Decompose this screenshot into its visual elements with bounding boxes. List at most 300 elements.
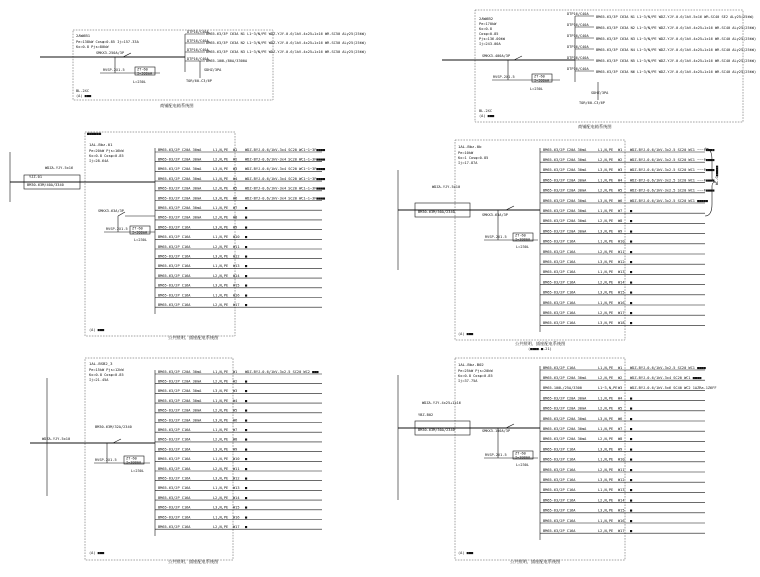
circuit-number: W16 xyxy=(618,300,625,305)
circuit-breaker: BM65-63/2P C16A xyxy=(543,529,576,533)
circuit-number: W13 xyxy=(618,488,625,493)
circuit-phase: L1,N,PE xyxy=(598,178,614,183)
meter-current: I=300mA xyxy=(534,78,550,83)
circuit-breaker: BM65-63/2P C20A 30mA xyxy=(158,206,202,210)
circuit-phase: L2,N,PE xyxy=(213,408,229,413)
circuit-breaker: BM65-63/2P C20A 30mA xyxy=(543,229,587,234)
circuit-breaker: BM65-63/2P C20A 30mA xyxy=(543,198,587,203)
circuit-number: W1 xyxy=(618,365,623,370)
panel-id-label: BL-2XC xyxy=(76,89,89,93)
circuit-breaker: BM65-63/2P C16A xyxy=(158,447,191,452)
panel-param: Pe=25kW Pjs=20kW xyxy=(458,369,493,373)
circuit-breaker: BM65-63/2P C16A xyxy=(543,239,576,244)
circuit-breaker: BM65-63/2P C20A 30mA xyxy=(543,178,587,183)
circuit-breaker: BM65-63/2P C16A xyxy=(543,260,576,264)
circuit-cable: ■ xyxy=(245,254,248,259)
panel-param: Ij=17.87A xyxy=(458,161,478,165)
circuit-phase: L3,N,PE xyxy=(213,196,229,201)
panel-title: 2AW6B2 xyxy=(479,16,494,21)
circuit-phase: L3,N,PE xyxy=(213,225,229,230)
circuit-breaker: BM65-63/2P C16A xyxy=(543,365,576,370)
panel-param: Kx=0.8 Cosφ=0.85 xyxy=(89,154,124,158)
circuit-number: W17 xyxy=(618,529,625,533)
circuit-phase: L1,N,PE xyxy=(213,457,229,462)
spd-label: RVSP-2X1.5 xyxy=(485,235,507,239)
panel-param: Pe=138kW Cosφ=0.85 Ij=157.33A xyxy=(76,40,139,44)
circuit-breaker: BM65-63/2P C16A xyxy=(158,428,191,432)
circuit-cable: ■ xyxy=(245,244,248,249)
circuit-number: W10 xyxy=(618,239,625,244)
circuit-number: W18 xyxy=(618,321,625,326)
circuit-cable: ■ xyxy=(630,249,633,254)
circuit-cable: ■ xyxy=(245,428,248,432)
circuit-breaker: BM65-63/2P C20A 30mA xyxy=(158,369,202,374)
circuit-cable: ■ xyxy=(630,498,633,503)
circuit-breaker: BM65-63/2P C16A xyxy=(158,476,191,481)
circuit-number: W4 xyxy=(233,176,238,181)
sub-note: SDHZ/3PA xyxy=(591,91,609,95)
circuit-phase: L1,N,PE xyxy=(213,206,229,210)
circuit-cable: ■ xyxy=(245,495,248,500)
circuit-breaker: BM65-63/2P C20A 30mA xyxy=(543,376,587,380)
circuit-number: W1 xyxy=(233,147,238,152)
meter-note: L=230L xyxy=(133,80,146,84)
circuit-breaker: BM65-100L/25A/3300 xyxy=(543,386,582,391)
panel-param: Kx=1 Cosφ=0.85 xyxy=(458,156,489,160)
circuit-breaker: BM65-63/2P C16A xyxy=(158,505,191,510)
meter-current: I=300mA xyxy=(132,230,148,235)
circuit-phase: L1,N,PE xyxy=(598,518,614,523)
circuit-breaker: BM65-63/2P C20A 30mA xyxy=(543,396,587,401)
circuit-cable: ■ xyxy=(245,293,248,298)
circuit-cable: WDZ-BYJ-0.6/1kV-3x4 SC20 WC1~1~3F■■■■ xyxy=(245,186,326,191)
circuit-number: W8 xyxy=(618,437,623,442)
circuit-number: W11 xyxy=(233,466,240,471)
meter-model: ZT-60 xyxy=(515,233,526,238)
circuit-number: W9 xyxy=(233,447,238,452)
circuit-cable: ■ xyxy=(630,270,633,275)
circuit-number: W16 xyxy=(618,518,625,523)
circuit-number: W2 xyxy=(233,379,238,384)
circuit-cable: ■ xyxy=(245,283,248,288)
circuit-cable: ■ xyxy=(245,379,248,384)
circuit-phase: L2,N,PE xyxy=(213,525,229,529)
circuit-phase: L1,N,PE xyxy=(213,428,229,432)
circuit-phase: L2,N,PE xyxy=(598,498,614,503)
circuit-cable: ■ xyxy=(245,303,248,307)
circuit-cable: WDZ-BYJ-0.6/1kV-3x4 SC20 WC1~1~3F■■■■ xyxy=(245,147,326,152)
circuit-breaker: BM65-63/2P C16A xyxy=(158,466,191,471)
circuit-phase: L1~3,N,PE xyxy=(598,386,618,391)
circuit-cable: ■ xyxy=(630,427,633,431)
circuit-phase: L3,N,PE xyxy=(598,447,614,452)
incoming-breaker: BM30-63M/40A/3340 xyxy=(27,183,64,187)
circuit-number: W7 xyxy=(233,428,238,432)
circuit-cable: WDZ-BYJ-0.6/1kV-3x4 SC20 WC1~1~3F■■■■ xyxy=(245,196,326,201)
spare-label: (A) ■■■ xyxy=(479,114,495,118)
circuit-breaker: DTP16/C40A xyxy=(567,67,589,71)
meter-current: I=300mA xyxy=(126,460,142,465)
circuit-number: W12 xyxy=(233,254,240,259)
circuit-phase: L3,N,PE xyxy=(213,254,229,259)
circuit-cable: ■ xyxy=(630,321,633,326)
circuit-cable: ■ xyxy=(630,508,633,513)
circuit-cable: ■ xyxy=(630,478,633,482)
circuit-phase: L3,N,PE xyxy=(598,508,614,513)
circuit-phase: L3,N,PE xyxy=(213,476,229,481)
circuit-breaker: DTP16/C40A xyxy=(187,48,209,52)
circuit-number: W9 xyxy=(618,229,623,234)
circuit-breaker: BM65-63/2P C16A xyxy=(543,311,576,315)
panel-param: Kx=0.8 Cosφ=0.85 xyxy=(89,373,124,377)
panel-param: Pe=15kW Pjs=12kW xyxy=(89,368,124,372)
circuit-desc: BM65-63/3P C63A N2 L1~3/N/PE WDZ-YJY-0.6/1kV-4x25+1x16 WR-SC40 ALy25(25kW) xyxy=(596,26,757,30)
incoming-breaker: BM30-63M/50A/2340 xyxy=(418,428,455,432)
spare-label: (A) ■■■ xyxy=(76,94,92,98)
circuit-cable: ■ xyxy=(630,529,633,533)
panel-param: Kx=0.8 xyxy=(479,27,492,31)
circuit-phase: L3,N,PE xyxy=(598,229,614,234)
circuit-breaker: BM65-63/2P C16A xyxy=(158,303,191,307)
circuit-number: W13 xyxy=(618,270,625,275)
panel-title: 1AL-Bbz-01 xyxy=(89,142,113,147)
meter-note: L=230L xyxy=(516,463,529,467)
circuit-number: W10 xyxy=(233,235,240,240)
circuit-number: W1 xyxy=(233,369,238,374)
circuit-breaker: BM65-63/2P C16A xyxy=(543,290,576,295)
circuit-number: W5 xyxy=(233,186,238,191)
circuit-cable: WDZ-BYJ-0.6/1kV-3x4 SC20 WC1~1~3F■■■■ xyxy=(245,157,326,162)
circuit-number: W2 xyxy=(618,158,623,162)
circuit-phase: L1,N,PE xyxy=(213,293,229,298)
circuit-breaker: BM65-63/2P C16A xyxy=(158,264,191,269)
feeder-cable: WDZA-YJY-5x10 xyxy=(432,185,461,189)
meter-note: L=230L xyxy=(516,245,529,249)
circuit-phase: L3,N,PE xyxy=(213,418,229,423)
circuit-cable: ■ xyxy=(245,525,248,529)
circuit-phase: L1,N,PE xyxy=(213,486,229,491)
circuit-number: W13 xyxy=(233,264,240,269)
panel-title: 1AL-BSB2_3 xyxy=(89,361,113,366)
circuit-breaker: BM65-63/2P C20A 30mA xyxy=(158,418,202,423)
circuit-number: W4 xyxy=(233,398,238,403)
panel-title: 2AW6B1 xyxy=(76,33,91,38)
circuit-phase: L3,N,PE xyxy=(598,260,614,264)
meter-model: ZT-60 xyxy=(515,451,526,456)
main-breaker-label: SMKX3-250A/3P xyxy=(96,51,125,55)
circuit-number: W14 xyxy=(233,273,240,278)
circuit-phase: L2,N,PE xyxy=(213,273,229,278)
circuit-breaker: BM65-63/2P C16A xyxy=(543,467,576,472)
panel-caption-sub: (■■■■-■-21) xyxy=(528,347,552,351)
circuit-cable: WDZ-BYJ-0.6/1kV-3x2.5 SC20 WC1 ~~~F■■■■ xyxy=(630,178,715,183)
panel-header: ■■■■■■ xyxy=(87,131,102,136)
meter-current: I=300mA xyxy=(515,237,531,242)
sub-note: TOR/60-C3/6P xyxy=(579,101,605,105)
circuit-number: W12 xyxy=(618,260,625,264)
circuit-cable: ■ xyxy=(245,225,248,230)
circuit-breaker: BM65-63/2P C16A xyxy=(543,280,576,285)
circuit-breaker: BM65-63/2P C16A xyxy=(543,300,576,305)
circuit-number: W9 xyxy=(233,225,238,230)
circuit-breaker: DTP16/C40A xyxy=(187,39,209,43)
circuit-phase: L1,N,PE xyxy=(598,488,614,493)
circuit-phase: L2,N,PE xyxy=(598,437,614,442)
panel-param: Pjs=136.00kW xyxy=(479,37,505,41)
panel-param: Pe=20kW Pjs=16kW xyxy=(89,149,124,153)
circuit-cable: ■ xyxy=(630,437,633,442)
circuit-breaker: BM65-63/2P C16A xyxy=(543,457,576,462)
main-breaker-label: SMKX3-100A/3P xyxy=(482,429,511,433)
meter-current: I=300mA xyxy=(137,71,153,76)
circuit-phase: L2,N,PE xyxy=(598,188,614,193)
circuit-breaker: BM65-63/2P C16A xyxy=(158,486,191,491)
circuit-cable: WDZ-BYJ-0.6/1kV-3x2.5 SC20 WC1 ■■■■ xyxy=(630,365,706,370)
circuit-breaker: BM65-63/2P C20A 30mA xyxy=(543,427,587,431)
circuit-cable: WDZ-BYJ-0.6/1kV-3x2.5 SC20 WC1 ~~~F■■■■ xyxy=(630,147,715,152)
circuit-breaker: BM65-63/2P C20A 30mA xyxy=(158,186,202,191)
spd-label: RVSP-2X1.5 xyxy=(485,453,507,457)
circuit-breaker: DTP16/C40A xyxy=(187,30,209,34)
circuit-phase: L3,N,PE xyxy=(213,447,229,452)
circuit-phase: L2,N,PE xyxy=(213,215,229,220)
circuit-breaker: DTP16/C40A xyxy=(567,56,589,60)
circuit-cable: WDZ-BYJ-0.6/1kV-3x2.5 SC20 WC1 ■■■■■ xyxy=(630,198,708,203)
circuit-number: W2 xyxy=(233,157,238,162)
circuit-phase: L3,N,PE xyxy=(598,416,614,421)
circuit-phase: L2,N,PE xyxy=(598,311,614,315)
spd-label: RVSP-2X1.5 xyxy=(493,75,515,79)
circuit-number: W4 xyxy=(618,178,623,183)
circuit-cable: ■ xyxy=(630,209,633,213)
circuit-number: W15 xyxy=(233,505,240,510)
circuit-breaker: BM65-63/2P C16A xyxy=(158,515,191,520)
circuit-breaker: BM65-63/2P C20A 30mA xyxy=(158,389,202,394)
circuit-breaker: BM65-63/2P C16A xyxy=(543,518,576,523)
circuit-cable: ■ xyxy=(245,466,248,471)
circuit-breaker: BM65-63/2P C20A 30mA xyxy=(543,437,587,442)
meter-note: L=230L xyxy=(530,87,543,91)
circuit-number: W11 xyxy=(618,249,625,254)
circuit-number: W15 xyxy=(618,290,625,295)
circuit-breaker: BM65-63/2P C16A xyxy=(158,457,191,462)
circuit-breaker: BM65-63/2P C16A xyxy=(158,293,191,298)
circuit-number: W14 xyxy=(233,495,240,500)
circuit-breaker: BM65-63/2P C20A 30mA xyxy=(543,406,587,411)
meter-current: I=300mA xyxy=(515,455,531,460)
circuit-number: W12 xyxy=(618,478,625,482)
circuit-number: W17 xyxy=(233,303,240,307)
incoming-breaker: BM30-63M/32A/2340 xyxy=(95,425,132,429)
spd-label: RVSP-2X1.5 xyxy=(103,68,125,72)
circuit-breaker: BM65-63/2P C16A xyxy=(543,488,576,493)
circuit-phase: L3,N,PE xyxy=(213,167,229,172)
circuit-phase: L1,N,PE xyxy=(598,457,614,462)
circuit-number: W8 xyxy=(233,215,238,220)
panel-param: Ij=28.64A xyxy=(89,159,109,163)
circuit-breaker: BM65-63/2P C16A xyxy=(543,498,576,503)
circuit-cable: ■ xyxy=(630,447,633,452)
circuit-number: W6 xyxy=(233,196,238,201)
panel-param: Kx=0.8 Cosφ=0.85 xyxy=(458,374,493,378)
panel-param: Pe=10kW xyxy=(458,151,474,155)
circuit-breaker: BM65-63/2P C16A xyxy=(543,270,576,275)
circuit-phase: L3,N,PE xyxy=(213,283,229,288)
circuit-phase: L3,N,PE xyxy=(598,478,614,482)
circuit-breaker: BM65-63/2P C20A 30mA xyxy=(543,209,587,213)
spare-label: (A) ■■■ xyxy=(458,551,474,555)
circuit-phase: L3,N,PE xyxy=(213,389,229,394)
circuit-cable: WDZ-BYJ-0.6/1kV-3x2.5 SC20 WC1 ~~~F■■■■ xyxy=(630,188,715,193)
circuit-cable: ■ xyxy=(245,206,248,210)
circuit-number: W10 xyxy=(618,457,625,462)
circuit-cable: ■ xyxy=(245,418,248,423)
circuit-number: W14 xyxy=(618,280,625,285)
circuit-number: W9 xyxy=(618,447,623,452)
circuit-desc: BM65-63/3P C63A N6 L1~3/N/PE WDZ-YJY-0.6/1kV-4x25+1x16 WR-SC40 ALy25(25kW) xyxy=(596,70,757,74)
circuit-breaker: BM65-63/2P C16A xyxy=(543,249,576,254)
feeder-tag: YJZ-01 xyxy=(29,175,42,179)
circuit-phase: L2,N,PE xyxy=(213,157,229,162)
circuit-cable: WDZ-BYJ-0.6/1kV-3x2.5 SC20 WC1 ~~~F■■■■ xyxy=(630,158,715,162)
circuit-number: W5 xyxy=(618,188,623,193)
circuit-number: W7 xyxy=(618,209,623,213)
panel-caption: 公共照明、插座配电系统图 xyxy=(515,341,566,346)
circuit-breaker: DTP16/C40A xyxy=(187,57,209,61)
circuit-cable: ■ xyxy=(245,264,248,269)
circuit-cable: ■ xyxy=(245,408,248,413)
circuit-number: W3 xyxy=(233,167,238,172)
panel-caption: 商铺配电箱系统图 xyxy=(578,124,612,129)
main-breaker-label: SMKX3-400A/3P xyxy=(482,54,511,58)
circuit-breaker: BM65-63/2P C16A xyxy=(158,235,191,240)
meter-model: ZT-60 xyxy=(126,456,137,461)
circuit-phase: L2,N,PE xyxy=(598,249,614,254)
circuit-phase: L3,N,PE xyxy=(598,168,614,173)
circuit-number: W17 xyxy=(618,311,625,315)
circuit-breaker: DTP16/C40A xyxy=(567,12,589,16)
circuit-cable: ■ xyxy=(245,437,248,442)
circuit-number: W15 xyxy=(618,508,625,513)
circuit-cable: ■ xyxy=(245,476,248,481)
circuit-phase: L1,N,PE xyxy=(598,239,614,244)
circuit-breaker: BM65-63/2P C20A 30mA xyxy=(543,188,587,193)
main-breaker-label: SMKX3-63A/3P xyxy=(482,213,508,217)
circuit-number: W13 xyxy=(233,486,240,491)
circuit-breaker: BM65-63/2P C16A xyxy=(158,225,191,230)
circuit-breaker: BM65-63/2P C16A xyxy=(543,447,576,452)
panel-param: Pe=170kW xyxy=(479,22,497,26)
circuit-cable: ■ xyxy=(245,457,248,462)
circuit-breaker: BM65-63/2P C20A 30mA xyxy=(543,219,587,224)
circuit-phase: L1,N,PE xyxy=(598,209,614,213)
circuit-number: W2 xyxy=(618,376,623,380)
circuit-breaker: BM65-63/2P C20A 30mA xyxy=(158,176,202,181)
circuit-cable: ■ xyxy=(630,467,633,472)
circuit-breaker: BM65-63/2P C20A 30mA xyxy=(158,215,202,220)
sub-note: TOR/60-C3/6P xyxy=(186,79,212,83)
panel-title: 1AL-Bbz-0b xyxy=(458,144,482,149)
circuit-phase: L2,N,PE xyxy=(213,244,229,249)
circuit-breaker: BM65-63/2P C20A 30mA xyxy=(543,147,587,152)
circuit-phase: L3,N,PE xyxy=(213,505,229,510)
circuit-cable: ■ xyxy=(245,235,248,240)
spare-label: (A) ■■■ xyxy=(89,551,105,555)
circuit-phase: L1,N,PE xyxy=(213,398,229,403)
circuit-breaker: BM65-63/2P C20A 30mA xyxy=(158,196,202,201)
circuit-breaker: DTP16/C40A xyxy=(567,34,589,38)
circuit-cable: ■ xyxy=(630,406,633,411)
circuit-breaker: BM65-63/2P C20A 30mA xyxy=(158,167,202,172)
feeder-cable: WDZA-YJY-5x10 xyxy=(42,437,71,441)
spd-label: RVSP-2X1.5 xyxy=(95,458,117,462)
circuit-cable: ■ xyxy=(630,311,633,315)
circuit-cable: ■ xyxy=(630,229,633,234)
circuit-number: W5 xyxy=(233,408,238,413)
circuit-number: W16 xyxy=(233,293,240,298)
circuit-number: W3 xyxy=(233,389,238,394)
circuit-phase: L3,N,PE xyxy=(598,321,614,326)
incoming-breaker: BM30-63M/50A/2340 xyxy=(418,210,455,214)
circuit-cable: ■ xyxy=(630,300,633,305)
side-note: WL-C■■■■■ xyxy=(715,165,719,185)
circuit-phase: L2,N,PE xyxy=(598,376,614,380)
circuit-breaker: BM65-63/2P C16A xyxy=(158,244,191,249)
circuit-number: W4 xyxy=(618,396,623,401)
circuit-number: W7 xyxy=(233,206,238,210)
circuit-breaker: BM65-63/2P C16A xyxy=(543,508,576,513)
panel-caption: 公共照明、插座配电系统图 xyxy=(510,559,561,564)
circuit-phase: L2,N,PE xyxy=(213,495,229,500)
spare-label: (A) ■■■ xyxy=(458,332,474,336)
circuit-phase: L1,N,PE xyxy=(213,235,229,240)
panel-param: Ij=37.75A xyxy=(458,379,478,383)
circuit-breaker: BM65-63/2P C16A xyxy=(543,321,576,326)
circuit-cable: ■ xyxy=(245,389,248,394)
circuit-desc: BM65-63/3P C63A N2 L1~3/N/PE WDZ-YJY-0.6/1kV-4x25+1x16 WR-SC50 ALy25(25kW) xyxy=(206,41,367,45)
circuit-cable: WDZ-BYJ-0.6/1kV-3x4 SC20 WC1~1~3F■■■■ xyxy=(245,176,326,181)
circuit-breaker: BM65-63/2P C16A xyxy=(158,437,191,442)
circuit-number: W11 xyxy=(618,467,625,472)
spare-label: (A) ■■■ xyxy=(89,328,105,332)
circuit-desc: BM65-100L/80A/3300A xyxy=(206,59,248,63)
circuit-cable: ■ xyxy=(630,518,633,523)
circuit-phase: L2,N,PE xyxy=(598,158,614,162)
circuit-breaker: BM65-63/2P C20A 30mA xyxy=(543,158,587,162)
circuit-phase: L2,N,PE xyxy=(598,280,614,285)
meter-model: ZT-60 xyxy=(534,74,545,79)
meter-note: L=230L xyxy=(134,238,147,242)
circuit-cable: WDZ-BYJ-0.6/1kV-3x2.5 SC20 WC1 ~~~F■■■■ xyxy=(630,168,715,173)
feeder-cable: WDZA-YJY-4x25+1x16 xyxy=(422,401,461,405)
circuit-number: W16 xyxy=(233,515,240,520)
circuit-phase: L1,N,PE xyxy=(213,264,229,269)
circuit-breaker: BM65-63/2P C16A xyxy=(158,254,191,259)
panel-param: Kx=0.8 Pjs=80kW xyxy=(76,45,109,49)
circuit-phase: L2,N,PE xyxy=(213,437,229,442)
circuit-desc: BM65-63/3P C63A N3 L1~3/N/PE WDZ-YJY-0.6/1kV-4x25+1x16 WR-SC50 ALy25(25kW) xyxy=(206,50,367,54)
circuit-cable: ■ xyxy=(630,488,633,493)
circuit-phase: L2,N,PE xyxy=(213,186,229,191)
circuit-number: W12 xyxy=(233,476,240,481)
circuit-cable: ■ xyxy=(245,515,248,520)
circuit-cable: ■ xyxy=(630,416,633,421)
circuit-cable: WDZ-BYJ-0.6/1kV-3x4 SC20 WC1~1~3F■■■■ xyxy=(245,167,326,172)
circuit-phase: L2,N,PE xyxy=(598,529,614,533)
feeder-tag: YBZ-B02 xyxy=(418,413,434,417)
circuit-breaker: BM65-63/2P C16A xyxy=(158,283,191,288)
circuit-phase: L1,N,PE xyxy=(598,300,614,305)
